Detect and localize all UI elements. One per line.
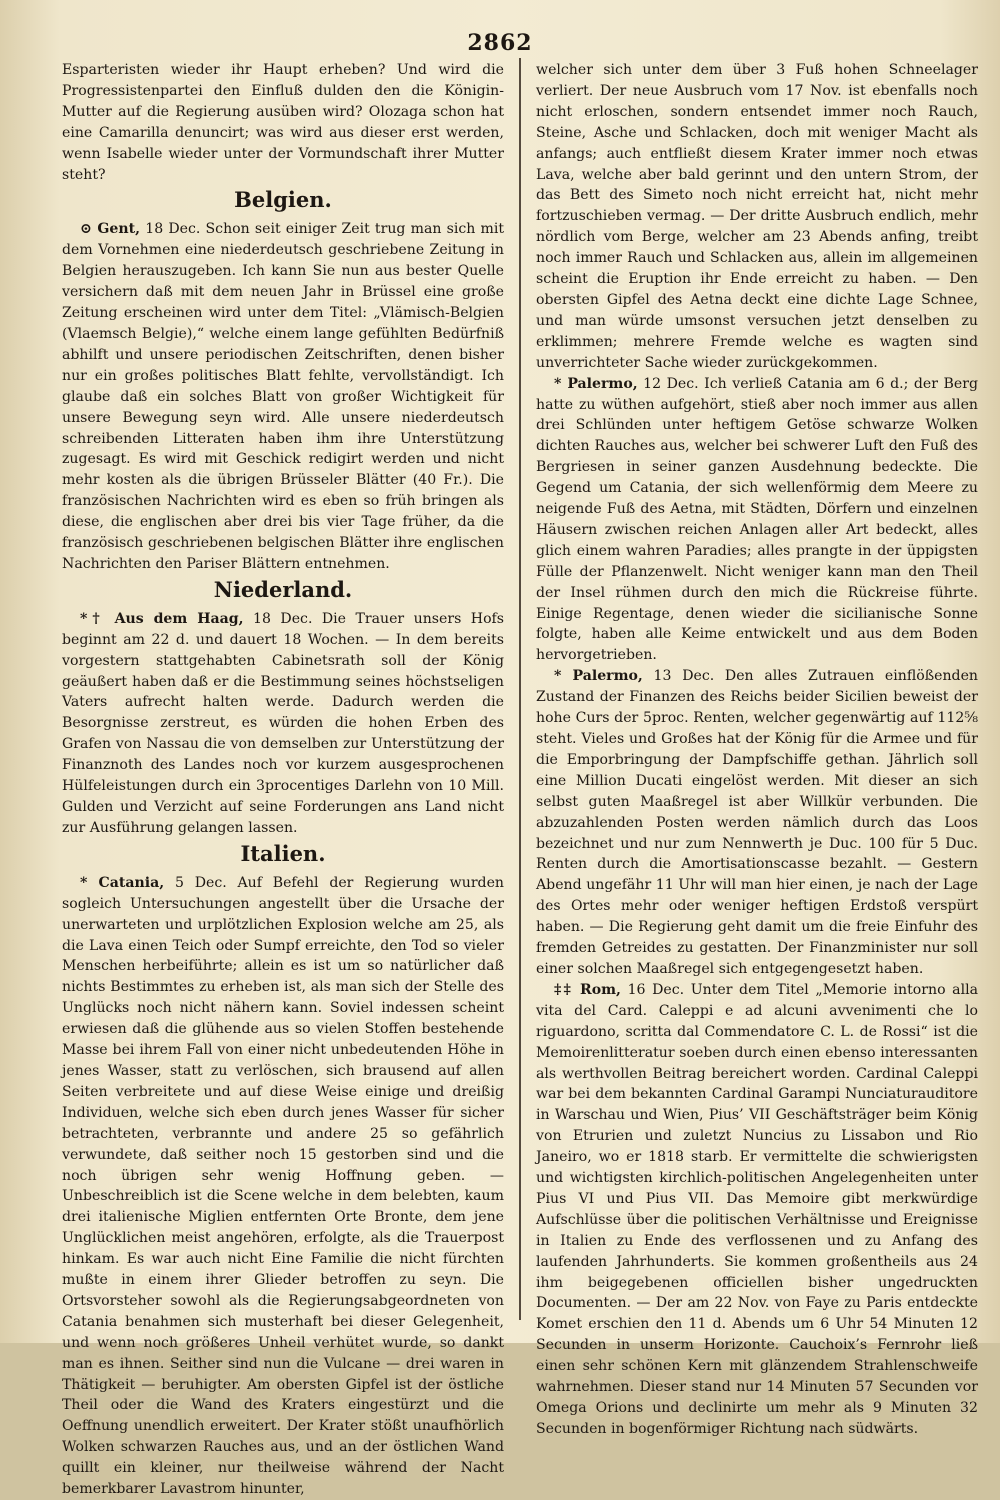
article-text: 5 Dec. Auf Befehl der Regierung wurden sogleich Untersuchungen angestellt über die Ursache der unerwarteten und urplötzlichen Explosion welche am 25, als die Lava einen Teich oder Sumpf erreichte, den Tod so vieler Menschen herbeiführte; allein es ist um so natürlicher daß nichts Bestimmtes zu erheben ist, als man sich der Stelle des Unglücks noch nicht nähern kann. Soviel indessen scheint erwiesen daß die glühende aus so vielen Stoffen bestehende Masse bei ihrem Fall von einer nicht unbedeutenden Höhe in jenes Wasser, statt zu verlöschen, sich brausend auf allen Seiten verbreitete und auf diese Weise einige und dreißig Individuen, welche sich eben durch jenes Wasser für sicher betrachteten, verbrannte und andere 25 so gefährlich verwundete, daß seither noch 15 gestorben sind und die noch übrigen sehr wenig Hoffnung geben. — Unbeschreiblich ist die Scene welche in dem belebten, kaum drei italienische Miglien entfernten Orte Bronte, dem jene Unglücklichen meist angehören, erfolgte, als die Trauerpost hinkam. Es war auch nicht Eine Familie die nicht fürchten mußte in einem ihrer Glieder betroffen zu seyn. Die Ortsvorsteher sowohl als die Regierungsabgeordneten von Catania benahmen sich musterhaft bei dieser Gelegenheit, und wenn noch größeres Unheil verhütet wurde, so dankt man es ihnen. Seither sind nun die Vulcane — drei waren in Thätigkeit — beruhigter. Am obersten Gipfel ist der östliche Theil oder die Wand des Kraters eingestürzt und die Oeffnung unendlich erweitert. Der Krater stößt unaufhörlich Wolken schwarzen Rauches aus, und an der östlichen Wand quillt ein kleiner, nur theilweise während der Nacht bemerkbarer Lavastrom hinunter, <box>62 874 504 1498</box>
dateline-location: * Catania, <box>80 874 165 891</box>
dateline-location: ‡‡ Rom, <box>554 981 621 998</box>
right-column <box>536 60 978 1440</box>
article-palermo-1 <box>536 374 978 667</box>
article-spain-continuation: Esparteristen wieder ihr Haupt erheben? Und wird die Progressistenpartei den Einfluß dulden den die Königin-Mutter auf die Regierung ausüben wird? Olozaga schon hat eine Camarilla denuncirt; was wird aus dieser erst werden, wenn Isabelle wieder unter der Vormundschaft ihrer Mutter steht? <box>62 62 504 183</box>
article-text: 18 Dec. Die Trauer unsers Hofs beginnt am 22 d. und dauert 18 Wochen. — In dem bereits vorgestern stattgehabten Cabinetsrath soll der König geäußert haben daß er die Bestimmung seines höchstseligen Vaters aufrecht halten werde. Dadurch werden die Besorgnisse zerstreut, es würden die hohen Erben des Grafen von Nassau die von demselben zur Unterstützung der Finanznoth des Landes noch vor kurzem ausgesprochenen Hülfeleistungen durch ein 3procentiges Darlehn von 10 Mill. Gulden und Verzicht auf seine Forderungen ans Land nicht zur Ausführung gelangen lassen. <box>62 610 505 836</box>
article-catania <box>62 873 504 1500</box>
article-rom <box>536 980 978 1440</box>
section-heading-italien: Italien. <box>240 840 326 866</box>
article-text: 16 Dec. Unter dem Titel „Memorie intorno alla vita del Card. Caleppi e ad alcuni avvenimenti che lo riguardono, scritta dal Commendatore C. L. de Rossi“ ist die Memoirenlitteratur soeben durch einen ebenso interessanten als werthvollen Beitrag bereichert worden. Cardinal Caleppi war bei dem bekannten Cardinal Garampi Nunciaturauditore in Warschau und Wien, Pius’ VII Geschäftsträger beim König von Etrurien und zuletzt Nuncius zu Lissabon und Rio Janeiro, wo er 1818 starb. Er vermittelte die schwierigsten und wichtigsten kirchlich-politischen Angelegenheiten unter Pius VI und Pius VII. Das Memoire gibt merkwürdige Aufschlüsse über die politischen Verhältnisse und Ereignisse in Italien zu Ende des verflossenen und zu Anfang des laufenden Jahrhunderts. Sie kommen großentheils aus 24 ihm beigegebenen officiellen bisher ungedruckten Documenten. — Der am 22 Nov. von Faye zu Paris entdeckte Komet erschien den 11 d. Abends um 6 Uhr 54 Minuten 12 Secunden in unserm Horizonte. Cauchoix’s Fernrohr ließ einen sehr schönen Kern mit glänzendem Strahlenschweife wahrnehmen. Dieser stand nur 14 Minuten 57 Secunden vor Omega Orions und declinirte um mehr als 9 Minuten 32 Secunden in bogenförmiger Richtung nach südwärts. <box>536 981 978 1437</box>
column-divider <box>519 58 521 1320</box>
dateline-location: * Palermo, <box>554 668 643 685</box>
dateline-location: ⊙ Gent, <box>80 221 141 238</box>
dateline-location: *† Aus dem Haag, <box>80 610 244 627</box>
article-gent <box>62 219 504 574</box>
section-heading-belgien: Belgien. <box>234 187 332 213</box>
article-text: 18 Dec. Schon seit einiger Zeit trug man sich mit dem Vornehmen eine niederdeutsch geschriebene Zeitung in Belgien herauszugeben. Ich kann Sie nun aus bester Quelle versichern daß mit dem neuen Jahr in Brüssel eine große Zeitung erscheinen wird unter dem Titel: „Vlämisch-Belgien (Vlaemsch Belgie),“ welche einem lange gefühlten Bedürfniß abhilft und unsere periodischen Zeitschriften, denen bisher nur ein großes politisches Blatt fehlte, vervollständigt. Ich glaube daß ein solches Blatt von großer Wichtigkeit für unsere Bewegung seyn wird. Alle unsere niederdeutsch schreibenden Litteraten haben ihm ihre Unterstützung zugesagt. Es wird mit Geschick redigirt werden und nicht mehr kosten als die übrigen Brüsseler Blätter (40 Fr.). Die französischen Nachrichten wird es eben so früh bringen als diese, die englischen aber drei bis vier Tage früher, da die französisch geschriebenen belgischen Blätter ihre englischen Nachrichten den Pariser Blättern entnehmen. <box>62 221 504 572</box>
article-text: 12 Dec. Ich verließ Catania am 6 d.; der Berg hatte zu wüthen aufgehört, stieß aber noch immer aus allen drei Schlünden unter heftigem Getöse schwarze Wolken dichten Rauches aus, welcher bei schwerer Luft den Fuß des Bergriesen in seiner ganzen Ausdehnung bedeckte. Die Gegend um Catania, der sich wellenförmig dem Meere zu neigende Fuß des Aetna, mit Städten, Dörfern und einzelnen Häusern zwischen reichen Anlagen aller Art bedeckt, alles glich einem wahren Paradies; alles prangte in der üppigsten Fülle der Pflanzenwelt. Nicht weniger kann man den Theil der Insel rühmen durch den mich die Rückreise führte. Einige Regentage, denen wieder die sicilianische Sonne folgte, haben alle Keime entwickelt und aus dem Boden hervorgetrieben. <box>536 375 978 664</box>
page-number: 2862 <box>467 30 533 56</box>
article-palermo-2 <box>536 666 978 980</box>
section-heading-niederland: Niederland. <box>213 576 353 602</box>
article-text: 13 Dec. Den alles Zutrauen einflößenden Zustand der Finanzen des Reichs beider Sicilien beweist der hohe Curs der 5proc. Renten, welcher gegenwärtig auf 112⅝ steht. Vieles und Großes hat der König für die Armee und für die Emporbringung der Dampfschiffe gethan. Jährlich soll eine Million Ducati eingelöst werden. Mit dieser an sich selbst guten Maaßregel ist aber Willkür verbunden. Die abzuzahlenden Posten werden nämlich durch das Loos bezeichnet und nur zum Nennwerth je Duc. 100 für 5 Duc. Renten durch die Amortisationscasse bezahlt. — Gestern Abend ungefähr 11 Uhr will man hier einen, je nach der Lage des Ortes mehr oder weniger heftigen Erdstoß verspürt haben. — Die Regierung geht damit um die freie Einfuhr des fremden Getreides zu gestatten. Der Finanzminister nur soll einer solchen Maaßregel sich entgegengesetzt haben. <box>536 668 978 977</box>
article-haag <box>62 609 504 839</box>
article-catania-continuation: welcher sich unter dem über 3 Fuß hohen Schneelager verliert. Der neue Ausbruch vom 17 Nov. ist ebenfalls noch nicht erloschen, sondern entsendet immer noch Rauch, Steine, Asche und Schlacken, doch mit weniger Macht als anfangs; auch entfließt diesem Krater immer noch etwas Lava, welche aber bald gerinnt und den untern Strom, der das Bett des Simeto noch nicht erreicht hat, nicht mehr fortzuschieben vermag. — Der dritte Ausbruch endlich, mehr nördlich vom Berge, welcher am 23 Abends anfing, treibt noch immer Rauch und Schlacken aus, allein im allgemeinen scheint die Eruption ihr Ende erreicht zu haben. — Den obersten Gipfel des Aetna deckt eine dichte Lage Schnee, und man würde umsonst versuchen jetzt denselben zu erklimmen; mehrere Fremde welche es wagten sind unverrichteter Sache wieder zurückgekommen. <box>536 62 978 371</box>
dateline-location: * Palermo, <box>554 375 638 392</box>
left-column <box>62 60 504 1500</box>
